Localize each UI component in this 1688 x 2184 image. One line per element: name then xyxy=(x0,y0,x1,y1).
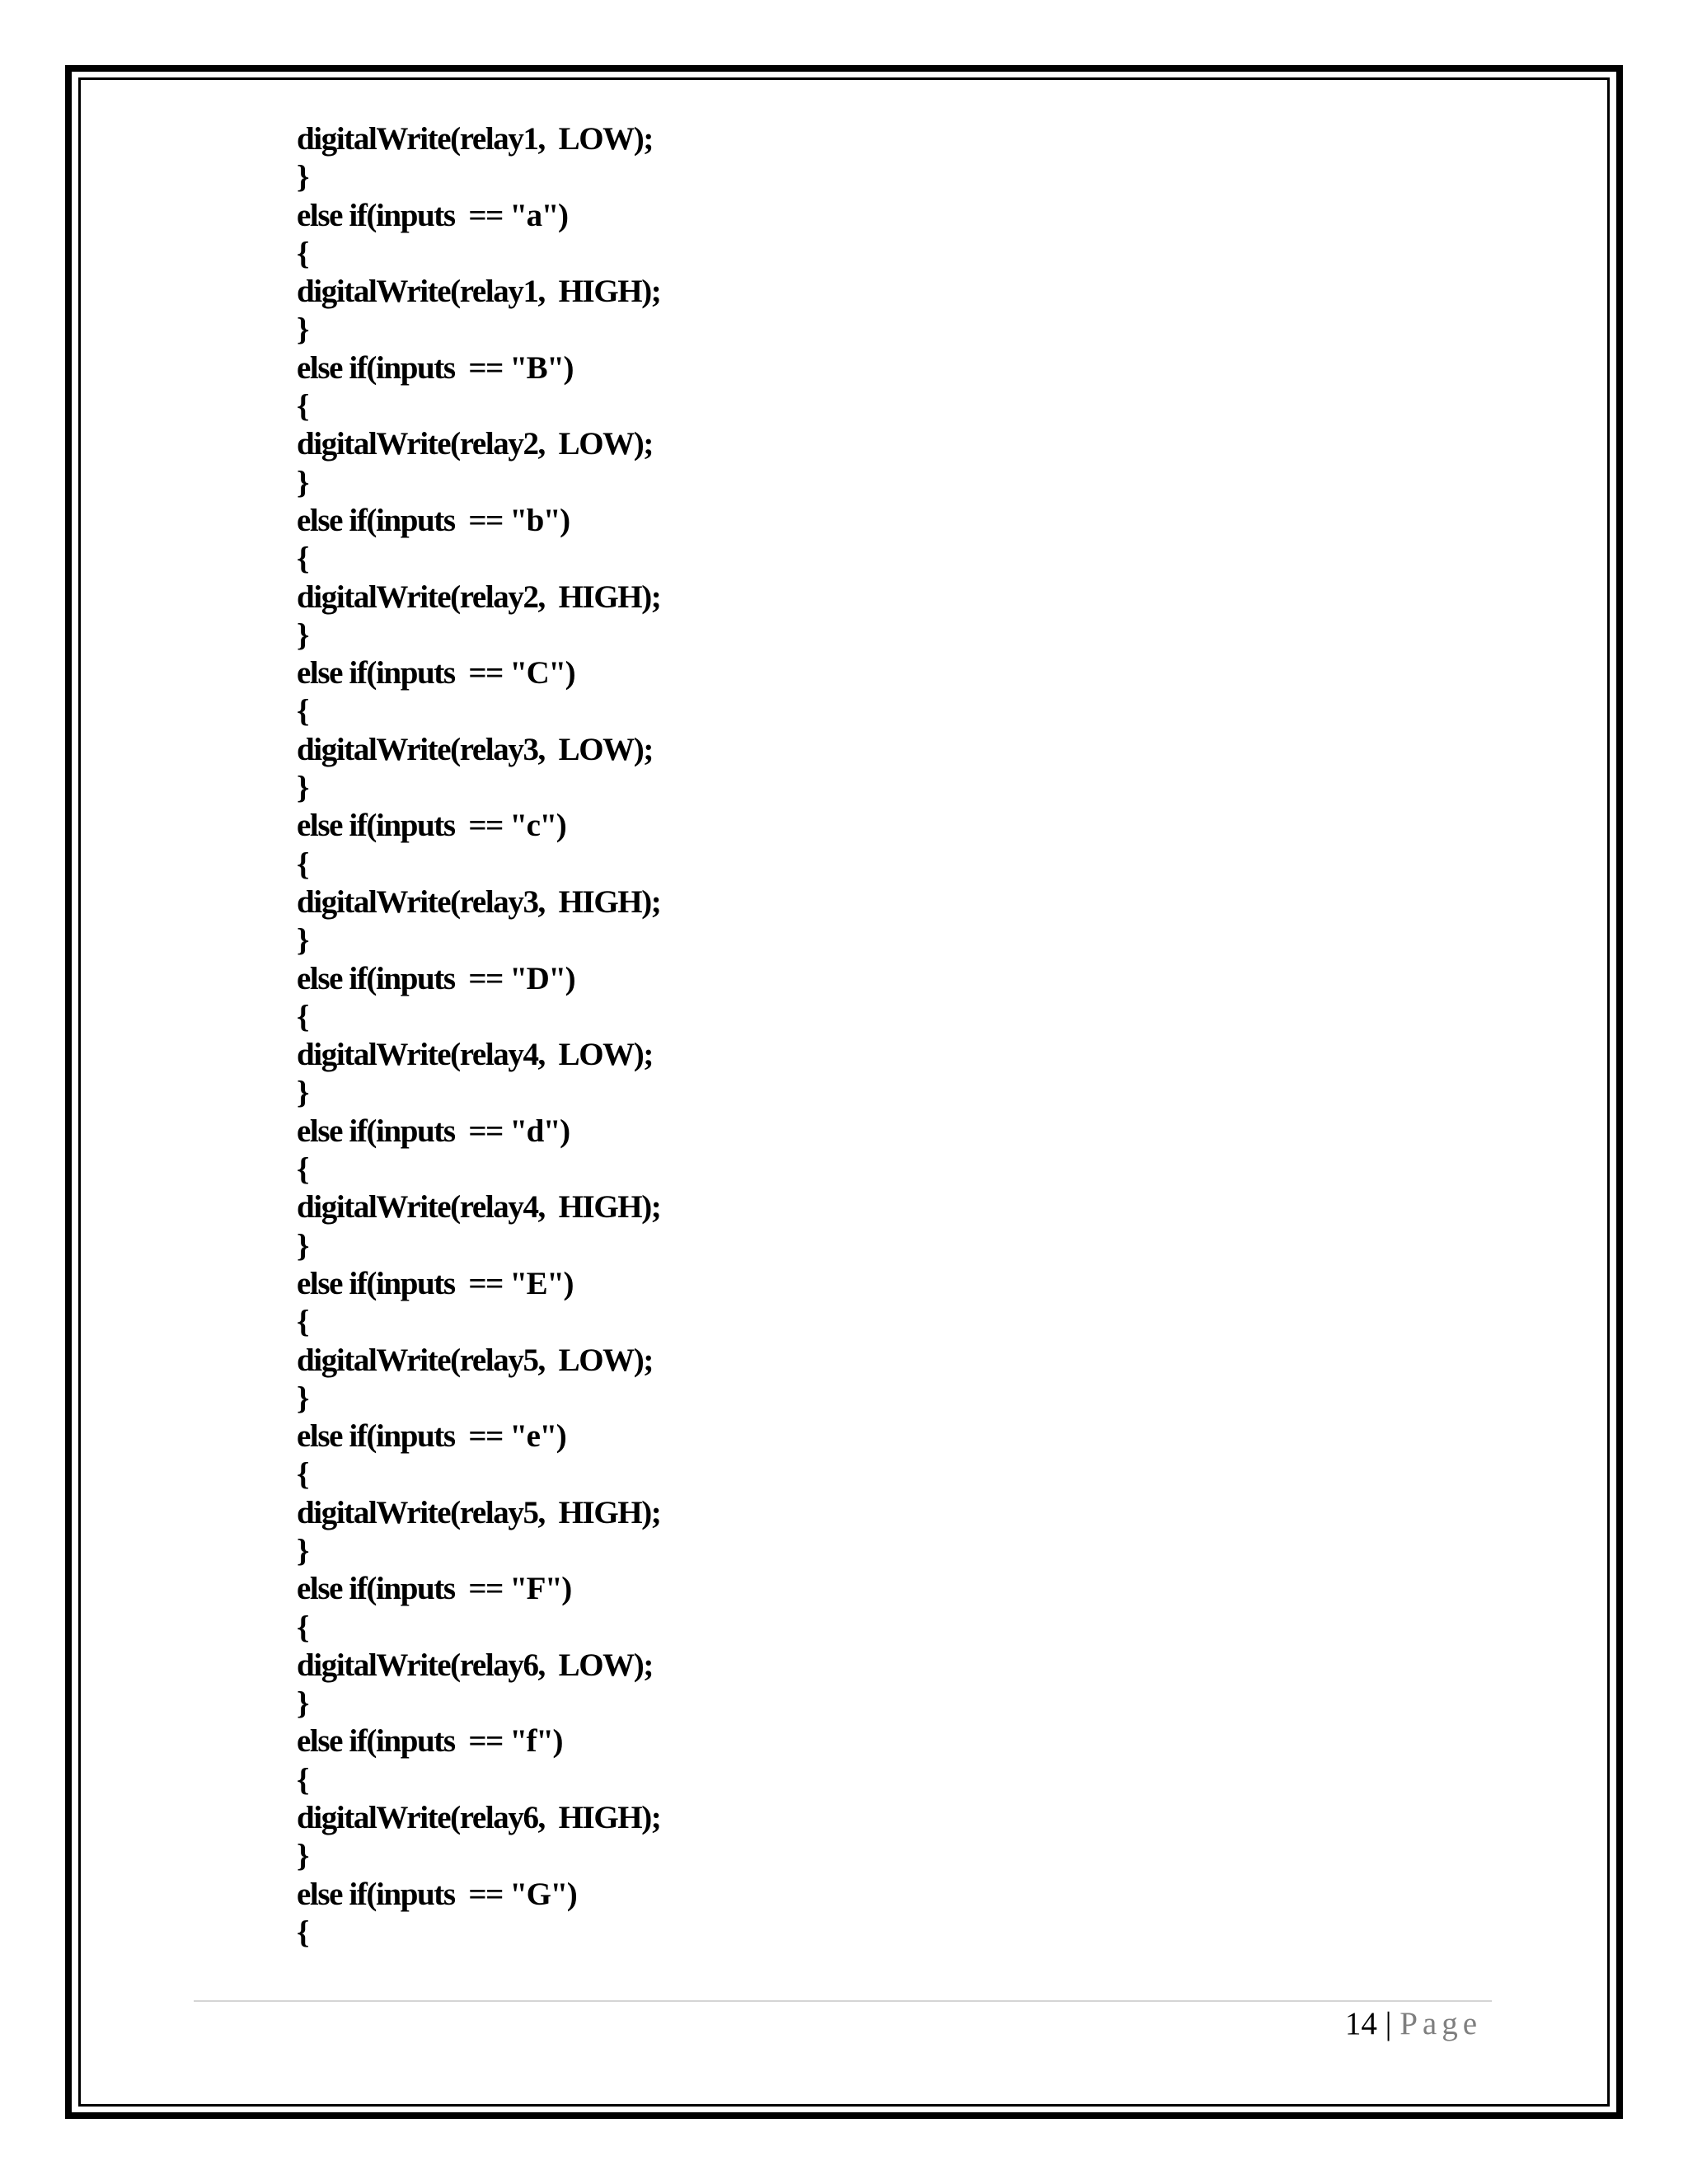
code-line: } xyxy=(297,1532,308,1568)
code-line: { xyxy=(297,388,308,424)
code-line: else if(inputs == "D") xyxy=(297,960,575,996)
code-line: { xyxy=(297,541,308,577)
code-line: digitalWrite(relay6, LOW); xyxy=(297,1647,653,1683)
code-line: } xyxy=(297,1227,308,1263)
code-line: } xyxy=(297,464,308,500)
code-line: else if(inputs == "C") xyxy=(297,655,575,691)
code-line: digitalWrite(relay5, LOW); xyxy=(297,1342,653,1378)
code-line: } xyxy=(297,312,308,348)
code-line: { xyxy=(297,1151,308,1188)
code-line: else if(inputs == "f") xyxy=(297,1723,563,1760)
code-line: { xyxy=(297,1456,308,1493)
code-line: } xyxy=(297,770,308,806)
code-line: else if(inputs == "d") xyxy=(297,1113,570,1149)
code-line: else if(inputs == "G") xyxy=(297,1876,577,1912)
code-line: else if(inputs == "b") xyxy=(297,502,570,538)
code-line: else if(inputs == "a") xyxy=(297,197,568,233)
code-line: } xyxy=(297,1838,308,1874)
code-line: } xyxy=(297,616,308,653)
code-line: { xyxy=(297,1914,308,1950)
code-line: { xyxy=(297,1761,308,1797)
code-line: digitalWrite(relay1, LOW); xyxy=(297,121,653,157)
code-line: } xyxy=(297,1685,308,1722)
page-footer xyxy=(1345,2004,1482,2045)
code-line: digitalWrite(relay4, LOW); xyxy=(297,1037,653,1073)
code-block xyxy=(297,120,660,1952)
code-line: } xyxy=(297,159,308,195)
page-separator: | xyxy=(1376,2006,1400,2041)
code-line: digitalWrite(relay4, HIGH); xyxy=(297,1189,661,1226)
code-line: else if(inputs == "c") xyxy=(297,808,566,844)
code-line: { xyxy=(297,1304,308,1340)
code-line: { xyxy=(297,1609,308,1645)
code-line: digitalWrite(relay3, HIGH); xyxy=(297,883,661,920)
code-line: } xyxy=(297,1380,308,1416)
code-line: } xyxy=(297,922,308,958)
code-line: digitalWrite(relay3, LOW); xyxy=(297,731,653,767)
code-line: digitalWrite(relay5, HIGH); xyxy=(297,1494,661,1530)
code-line: digitalWrite(relay2, LOW); xyxy=(297,426,653,462)
code-line: else if(inputs == "e") xyxy=(297,1418,566,1455)
code-line: else if(inputs == "B") xyxy=(297,349,574,386)
page-word: Page xyxy=(1400,2006,1482,2041)
code-line: else if(inputs == "E") xyxy=(297,1265,574,1301)
code-line: digitalWrite(relay1, HIGH); xyxy=(297,274,661,310)
code-line: { xyxy=(297,693,308,729)
code-line: else if(inputs == "F") xyxy=(297,1571,571,1607)
footer-divider xyxy=(194,2000,1492,2002)
code-line: { xyxy=(297,235,308,271)
code-line: digitalWrite(relay2, HIGH); xyxy=(297,579,661,615)
code-line: { xyxy=(297,846,308,882)
code-line: digitalWrite(relay6, HIGH); xyxy=(297,1800,661,1836)
page-number: 14 xyxy=(1344,2006,1377,2041)
code-line: { xyxy=(297,998,308,1034)
code-line: } xyxy=(297,1075,308,1111)
